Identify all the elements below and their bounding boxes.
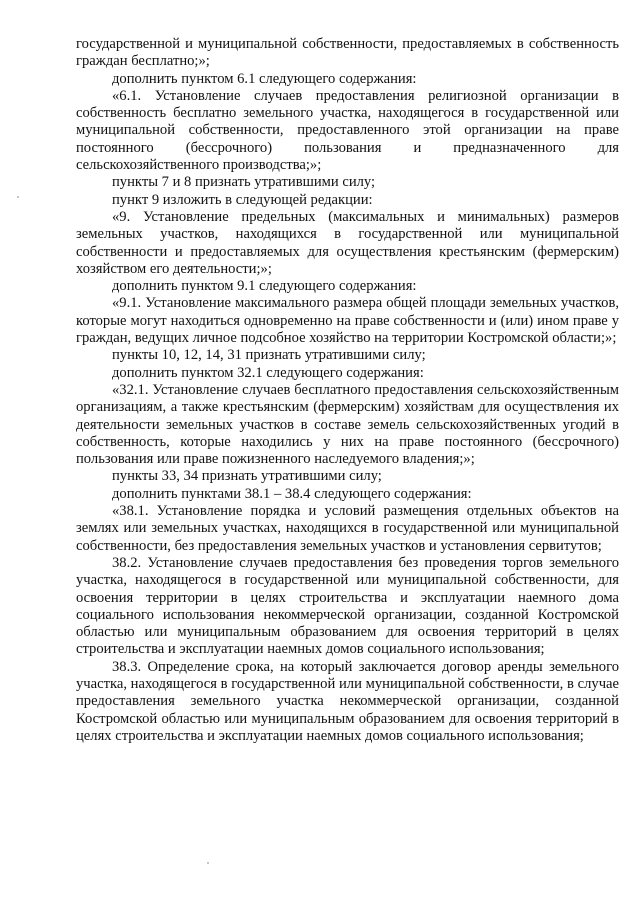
paragraph-item-6-1: «6.1. Установление случаев предоставления религиозной организации в собственность бесплатно земельного участка, находящегося в государственной или муниципальной собственности, предоставленного этой организации на праве постоянного (бессрочного) пользования и предназначенного для сельскохозяйственного производства;»; — [76, 87, 619, 174]
paragraph-item-9-1: «9.1. Установление максимального размера общей площади земельных участков, которые могут находиться одновременно на праве собственности и (или) ином праве у граждан, ведущих личное подсобное хозяйство на территории Костромской области;»; — [76, 295, 619, 347]
scan-speck — [17, 196, 19, 198]
paragraph-item-32-1: «32.1. Установление случаев бесплатного предоставления сельскохозяйственным организациям, а также крестьянским (фермерским) хозяйствам для осуществления их деятельности земельных участков в составе земель сельскохозяйственных угодий в собственность, которые находились у них на праве постоянного (бессрочного) пользования или праве пожизненного наследуемого владения;»; — [76, 381, 619, 468]
document-body — [76, 36, 619, 745]
paragraph-repeal-7-8: пункты 7 и 8 признать утратившими силу; — [112, 174, 376, 191]
paragraph-amend-32-1: дополнить пунктом 32.1 следующего содержания: — [112, 364, 424, 381]
paragraph-amend-6-1: дополнить пунктом 6.1 следующего содержания: — [112, 70, 417, 87]
paragraph-continuation: государственной и муниципальной собственности, предоставляемых в собственность граждан бесплатно;»; — [76, 36, 619, 70]
scan-speck — [207, 862, 209, 864]
paragraph-repeal-33-34: пункты 33, 34 признать утратившими силу; — [112, 468, 382, 485]
paragraph-item-38-1: «38.1. Установление порядка и условий размещения отдельных объектов на землях или земельных участках, находящихся в государственной или муниципальной собственности, без предоставления земельных участков и установления сервитутов; — [76, 503, 619, 554]
paragraph-amend-38: дополнить пунктами 38.1 – 38.4 следующего содержания: — [112, 485, 472, 502]
paragraph-item-38-2: 38.2. Установление случаев предоставления без проведения торгов земельного участка, находящегося в государственной или муниципальной собственности, для освоения территории в целях строительства и эксплуатации наемного дома социального использования некоммерческой организации, созданной Костромской областью или муниципальным образованием для освоения территорий в целях строительства и эксплуатации наемных домов социального использования; — [76, 554, 619, 658]
paragraph-amend-9: пункт 9 изложить в следующей редакции: — [112, 191, 373, 208]
paragraph-item-9: «9. Установление предельных (максимальных и минимальных) размеров земельных участков, находящихся в государственной или муниципальной собственности и предоставляемых для осуществления крестьянским (фермерским) хозяйством его деятельности;»; — [76, 208, 619, 277]
paragraph-amend-9-1: дополнить пунктом 9.1 следующего содержания: — [112, 278, 417, 295]
paragraph-item-38-3: 38.3. Определение срока, на который заключается договор аренды земельного участка, находящегося в государственной или муниципальной собственности, в случае предоставления земельного участка некоммерческой организации, созданной Костромской областью или муниципальным образованием для освоения территорий в целях строительства и эксплуатации наемных домов социального использования; — [76, 658, 619, 744]
paragraph-repeal-10-12-14-31: пункты 10, 12, 14, 31 признать утратившими силу; — [112, 347, 426, 364]
